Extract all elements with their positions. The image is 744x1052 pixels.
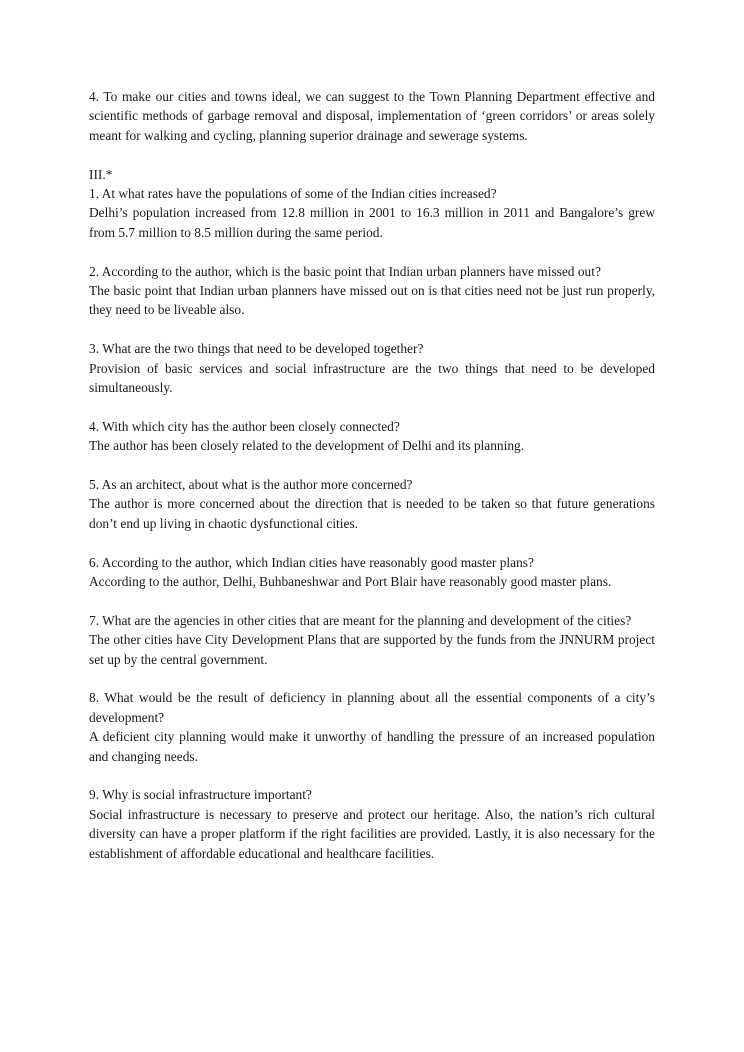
question-6: 6. According to the author, which Indian cities have reasonably good master plans?: [89, 554, 534, 570]
answer-3: Provision of basic services and social infrastructure are the two things that need to be developed simultaneously.: [89, 360, 655, 396]
question-4: 4. With which city has the author been closely connected?: [89, 418, 400, 434]
answer-9: Social infrastructure is necessary to preserve and protect our heritage. Also, the nation’s rich cultural diversity can have a proper platform if the right facilities are provided. Lastly, it is also necessary for the establishment of affordable educational and healthcare facilities.: [89, 806, 655, 861]
qa-item-7: [89, 611, 655, 669]
qa-item-3: [89, 339, 655, 397]
qa-item-4: [89, 417, 655, 456]
qa-item-2: [89, 262, 655, 320]
qa-item-5: [89, 475, 655, 533]
answer-2: The basic point that Indian urban planners have missed out on is that cities need not be just run properly, they need to be liveable also.: [89, 283, 655, 318]
qa-item-8: [89, 688, 655, 766]
answer-1: Delhi’s population increased from 12.8 million in 2001 to 16.3 million in 2011 and Bangalore’s grew from 5.7 million to 8.5 million during the same period.: [89, 205, 655, 240]
answer-5: The author is more concerned about the direction that is needed to be taken so that future generations don’t end up living in chaotic dysfunctional cities.: [89, 496, 655, 531]
qa-item-9: [89, 785, 655, 863]
question-5: 5. As an architect, about what is the author more concerned?: [89, 477, 413, 493]
answer-7: The other cities have City Development Plans that are supported by the funds from the JNNURM project set up by the central government.: [89, 632, 655, 667]
section-heading: III.*: [89, 166, 113, 182]
intro-paragraph: 4. To make our cities and towns ideal, we can suggest to the Town Planning Department effective and scientific methods of garbage removal and disposal, implementation of ‘green corridors’ or areas solely meant for walking and cycling, planning superior drainage and sewerage systems.: [89, 89, 655, 143]
question-1: 1. At what rates have the populations of some of the Indian cities increased?: [89, 186, 497, 202]
answer-6: According to the author, Delhi, Buhbaneshwar and Port Blair have reasonably good master plans.: [89, 574, 612, 590]
qa-item-6: [89, 553, 655, 592]
answer-4: The author has been closely related to the development of Delhi and its planning.: [89, 438, 525, 454]
question-7: 7. What are the agencies in other cities that are meant for the planning and development of the cities?: [89, 612, 632, 628]
question-8: 8. What would be the result of deficiency in planning about all the essential components of a city’s development?: [89, 690, 655, 725]
question-2: 2. According to the author, which is the basic point that Indian urban planners have missed out?: [89, 263, 601, 279]
answer-8: A deficient city planning would make it unworthy of handling the pressure of an increased population and changing needs.: [89, 729, 655, 764]
question-3: 3. What are the two things that need to be developed together?: [89, 341, 424, 357]
qa-item-1: [89, 184, 655, 242]
question-9: 9. Why is social infrastructure important?: [89, 787, 312, 803]
document-page: [89, 87, 655, 883]
